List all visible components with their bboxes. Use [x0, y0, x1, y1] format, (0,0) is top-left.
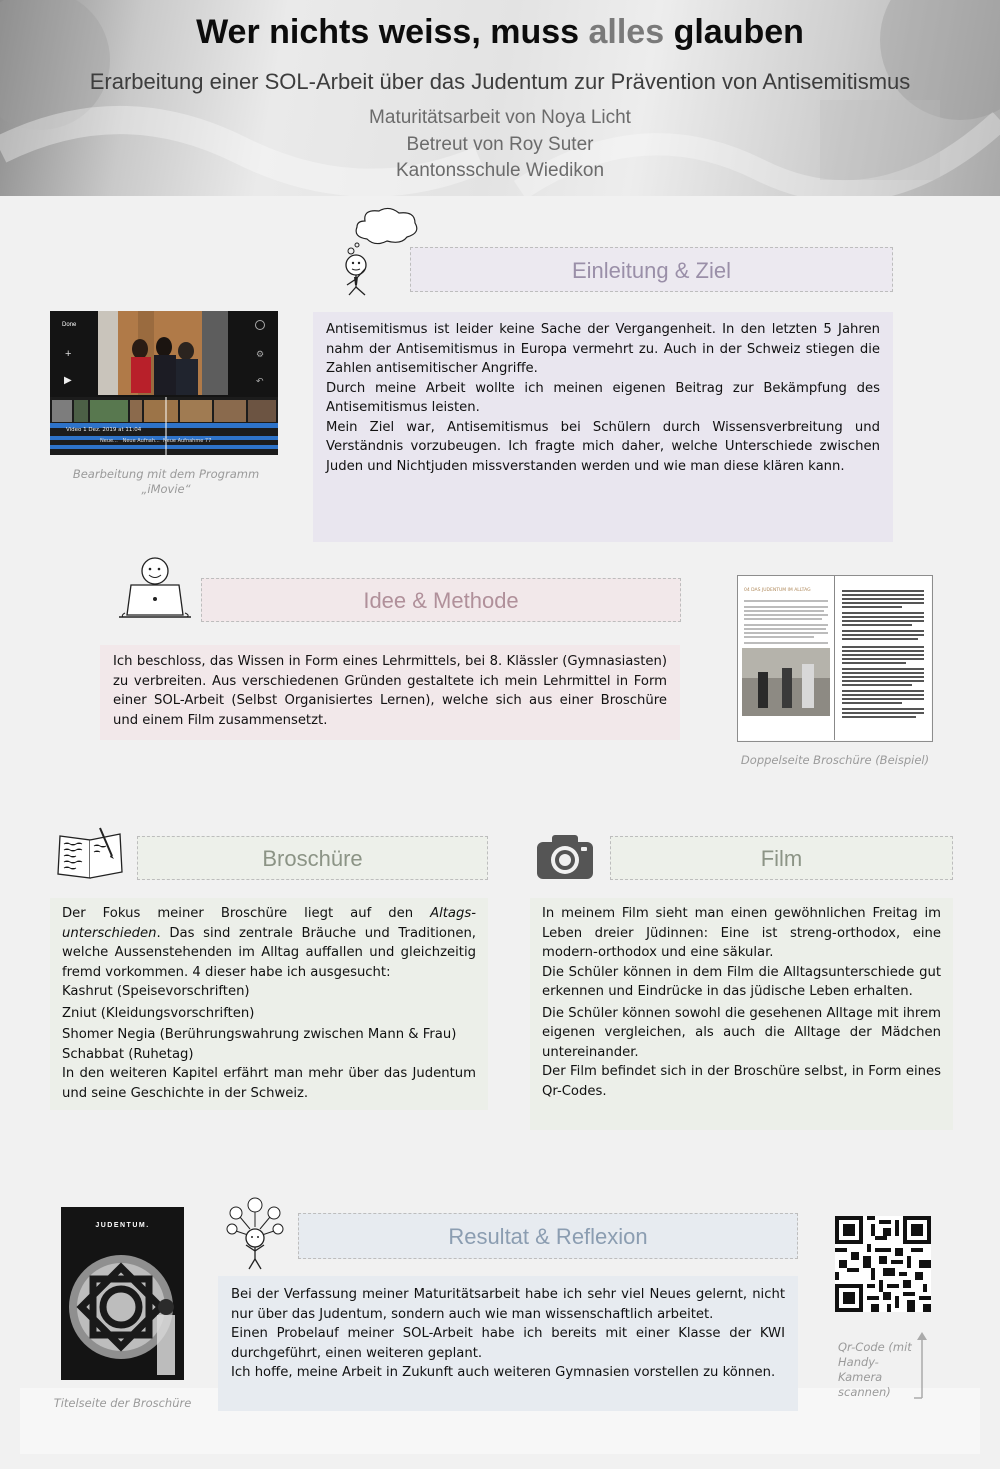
heading-resultat: Resultat & Reflexion [298, 1213, 798, 1259]
heading-film: Film [610, 836, 953, 880]
play-icon: ▶ [64, 375, 72, 386]
cover-caption: Titelseite der Broschüre [53, 1396, 192, 1410]
broschuere-intro: Der Fokus meiner Broschüre liegt auf den Altags-unterschieden. Das sind zentrale Bräuche und Traditionen, welche Aussenstehenden im Alltag auffallen und gleichzeitig fremd vorkommen. 4 dieser habe ich ausgesucht: [62, 906, 476, 980]
broschuere-list-item: Kashrut (Speisevorschriften) [62, 984, 250, 999]
cover-title: JUDENTUM. [95, 1222, 150, 1229]
idee-text-panel [100, 645, 680, 740]
einleitung-text-panel [313, 312, 893, 542]
einleitung-paragraph: Antisemitismus ist leider keine Sache der Vergangenheit. In den letzten 5 Jahren nahm der Antisemitismus in Europa vermehrt zu. Auch in der Schweiz stiegen die Zahlen antisemitischer Angriffe. [326, 322, 880, 376]
video-timeline [50, 397, 278, 455]
camera-icon [536, 834, 594, 880]
notebook-pen-icon [54, 826, 126, 882]
spread-heading: 04 DAS JUDENTUM IM ALLTAG [744, 588, 811, 593]
broschuere-list-item: Shomer Negia (Berührungswahrung zwischen Mann & Frau) [62, 1027, 457, 1042]
school-line: Kantonsschule Wiedikon [395, 160, 605, 181]
film-paragraph: Der Film befindet sich in der Broschüre selbst, in Form eines Qr-Codes. [542, 1064, 941, 1099]
qr-code[interactable] [835, 1216, 931, 1312]
video-preview [98, 311, 228, 395]
poster-title: Wer nichts weiss, muss alles glauben [196, 13, 804, 51]
brochure-spread-pages [738, 576, 931, 740]
plus-icon: + [65, 348, 72, 360]
brochure-cover-image [61, 1207, 184, 1380]
arrow-up-icon [912, 1332, 932, 1404]
resultat-paragraph: Einen Probelauf meiner SOL-Arbeit habe ich bereits mit einer Klasse der KWI durchgeführt, einen weiteren geplant. [231, 1326, 785, 1361]
film-paragraph: Die Schüler können sowohl die gesehenen Alltage mit ihrem eigenen vergleichen, als auch die Alltage der Mädchen untereinander. [542, 1005, 941, 1060]
author-line: Maturitätsarbeit von Noya Licht [369, 107, 631, 128]
timeline-label: Video 1 Dez. 2019 at 11:04 [66, 427, 142, 433]
broschuere-text-panel [50, 898, 488, 1110]
heading-idee: Idee & Methode [201, 578, 681, 622]
film-paragraph: In meinem Film sieht man einen gewöhnlichen Freitag im Leben dreier Jüdinnen: Eine ist streng-orthodox, eine modern-orthodox und eine säkular. [542, 906, 941, 960]
heading-einleitung: Einleitung & Ziel [410, 247, 893, 292]
author-info [0, 105, 1000, 185]
broschuere-list-item: Zniut (Kleidungsvorschriften) [62, 1005, 255, 1021]
einleitung-paragraph: Mein Ziel war, Antisemitismus bei Schülern durch Wissensverbreitung und Verständnis vorzubeugen. Ich fragte mich daher, welche Unterschiede zwischen Juden und Nichtjuden missverstanden werden und wie man diese klären kann. [326, 419, 880, 474]
imovie-caption: Bearbeitung mit dem Programm „iMovie“ [72, 467, 260, 496]
imovie-screenshot [50, 311, 278, 455]
broschuere-list-item: Schabbat (Ruhetag) [62, 1046, 194, 1062]
title-accent-word: alles [588, 13, 665, 51]
brochure-spread-image [737, 575, 933, 742]
poster-subtitle: Erarbeitung einer SOL-Arbeit über das Judentum zur Prävention von Antisemitismus [89, 69, 911, 94]
resultat-paragraph: Ich hoffe, meine Arbeit in Zukunft auch weiteren Gymnasien vorstellen zu können. [231, 1365, 776, 1380]
thinking-person-icon [335, 207, 421, 297]
einleitung-paragraph: Durch meine Arbeit wollte ich meinen eigenen Beitrag zur Bekämpfung des Antisemitismus leisten. [326, 380, 880, 415]
laptop-person-icon [117, 555, 195, 623]
broschuere-outro: In den weiteren Kapitel erfährt man mehr über das Judentum und seine Geschichte in der Schweiz. [62, 1066, 476, 1101]
idee-paragraph: Ich beschloss, das Wissen in Form eines Lehrmittels, bei 8. Klässler (Gymnasiasten) zu verbreiten. Aus verschiedenen Gründen gestaltete ich mein Lehrmittel in Form einer SOL-Arbeit (Selbst Organisiertes Lernen), welche sich aus einer Broschüre und einem Film zusammensetzt. [113, 654, 667, 728]
help-icon [255, 320, 265, 330]
resultat-paragraph: Bei der Verfassung meiner Maturitätsarbeit habe ich sehr viel Neues gelernt, nicht nur über das Judentum, sondern auch wie man wissenschaftlich arbeitet. [231, 1287, 785, 1322]
undo-icon: ↶ [256, 376, 264, 386]
broschuere-intro-emphasis: Altags-unterschieden [62, 906, 476, 941]
qr-caption: Qr-Code (mit Handy-Kamera scannen) [838, 1340, 912, 1399]
supervisor-line: Betreut von Roy Suter [406, 133, 594, 155]
lightbulb-person-icon [222, 1195, 288, 1271]
resultat-text-panel [218, 1276, 798, 1411]
clip-labels: Neue... Neue Aufnah... Neue Aufnahme 77 [100, 438, 212, 444]
film-paragraph: Die Schüler können in dem Film die Alltagsunterschiede gut erkennen und Eindrücke in das jüdische Leben erhalten. [542, 964, 941, 999]
imovie-done-label: Done [62, 322, 77, 328]
brochure-spread-caption: Doppelseite Broschüre (Beispiel) [740, 753, 930, 767]
header-banner [0, 0, 1000, 196]
gear-icon: ⚙ [256, 349, 265, 359]
qr-code-pattern [835, 1216, 931, 1312]
film-text-panel [530, 898, 953, 1130]
heading-broschuere: Broschüre [137, 836, 488, 880]
cover-pattern [61, 1207, 184, 1380]
